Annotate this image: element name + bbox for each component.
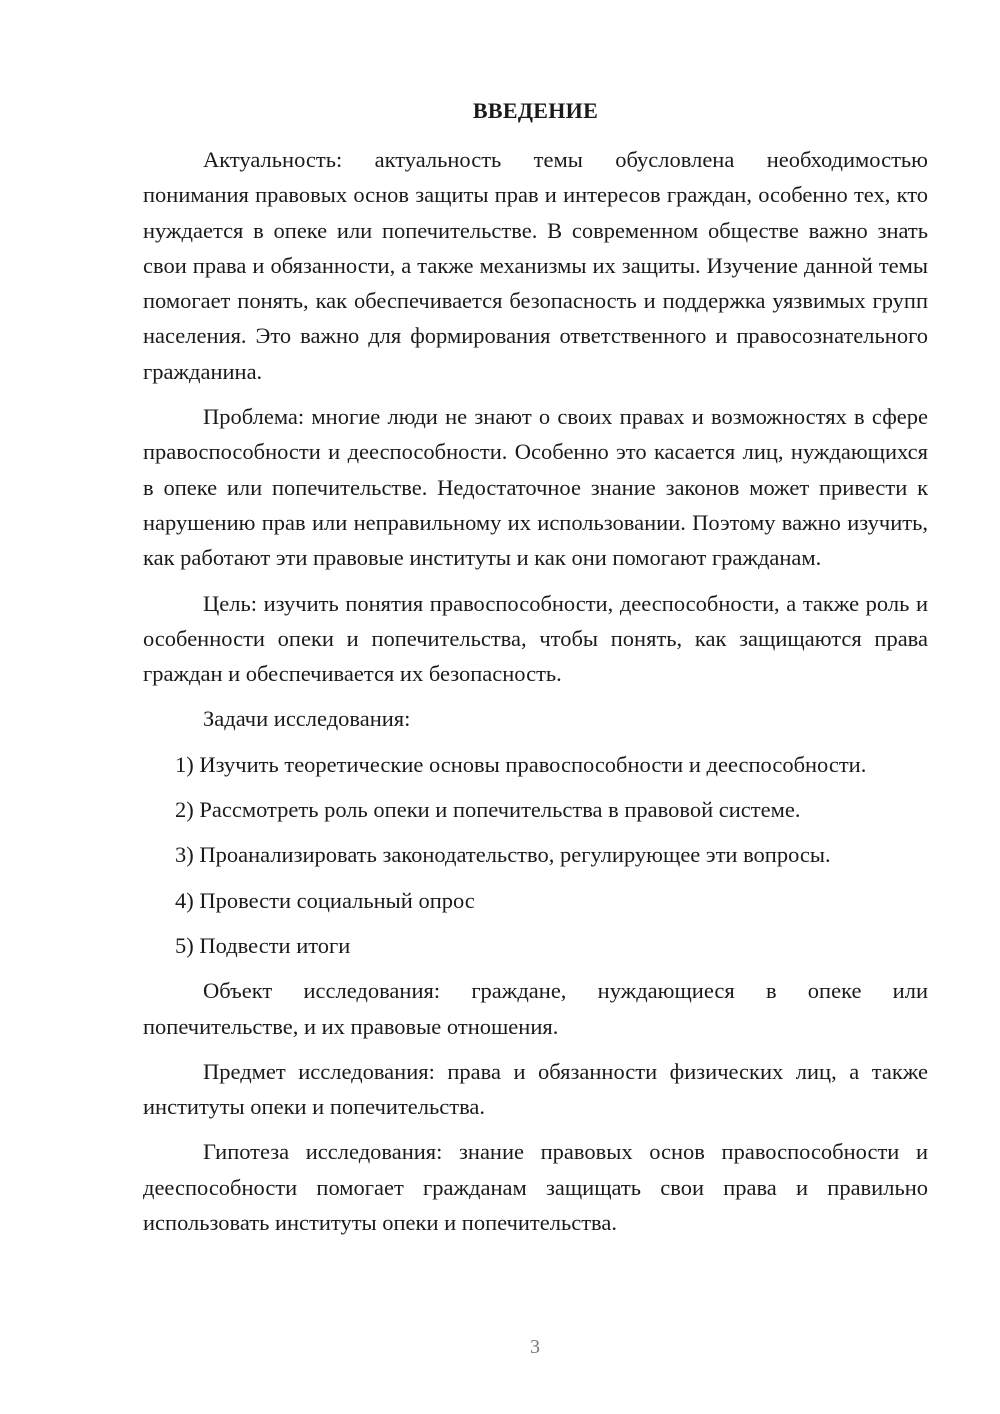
paragraph-hypothesis: Гипотеза исследования: знание правовых основ правоспособности и дееспособности помогает гражданам защищать свои права и правильно использовать институты опеки и попечительства. (143, 1139, 928, 1236)
paragraph-tasks-heading: Задачи исследования: (203, 706, 411, 732)
section-title: ВВЕДЕНИЕ (472, 98, 599, 123)
paragraph-goal: Цель: изучить понятия правоспособности, дееспособности, а также роль и особенности опеки и попечительства, чтобы понять, как защищаются права граждан и обеспечивается их безопасность. (143, 590, 928, 687)
paragraph-relevance: Актуальность: актуальность темы обусловлена необходимостью понимания правовых основ защиты прав и интересов граждан, особенно тех, кто нуждается в опеке или попечительстве. В современном обществе важно знать свои права и обязанности, а также механизмы их защиты. Изучение данной темы помогает понять, как обеспечивается безопасность и поддержка уязвимых групп населения. Это важно для формирования ответственного и правосознательного гражданина. (143, 147, 928, 384)
paragraph-object: Объект исследования: граждане, нуждающиеся в опеке или попечительстве, и их правовые отношения. (143, 978, 928, 1039)
section-body (143, 142, 928, 1240)
task-item-2: 2) Рассмотреть роль опеки и попечительства в правовой системе. (175, 797, 801, 823)
task-item-1: 1) Изучить теоретические основы правоспособности и дееспособности. (175, 751, 867, 777)
paragraph-subject: Предмет исследования: права и обязанности физических лиц, а также институты опеки и попечительства. (143, 1058, 928, 1120)
task-item-4: 4) Провести социальный опрос (175, 887, 475, 913)
page-number: 3 (530, 1336, 540, 1358)
task-item-3: 3) Проанализировать законодательство, регулирующее эти вопросы. (175, 842, 831, 868)
paragraph-problem: Проблема: многие люди не знают о своих правах и возможностях в сфере правоспособности и дееспособности. Особенно это касается лиц, нуждающихся в опеке или попечительстве. Недостаточное знание законов может привести к нарушению прав или неправильному их использовании. Поэтому важно изучить, как работают эти правовые институты и как они помогают гражданам. (143, 404, 928, 571)
task-item-5: 5) Подвести итоги (175, 932, 351, 958)
